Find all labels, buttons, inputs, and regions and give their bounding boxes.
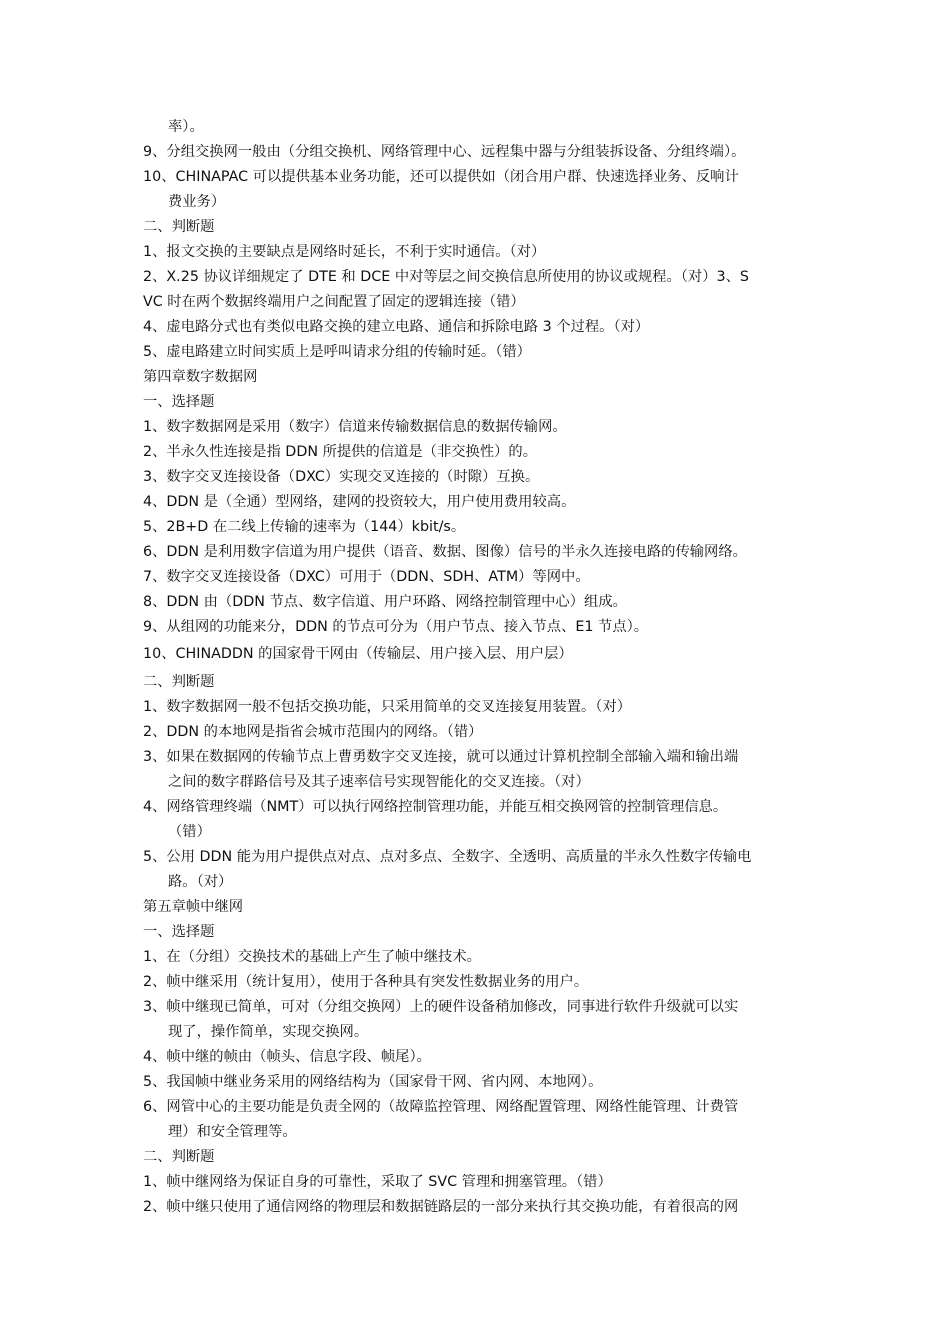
text-line: 1、数字数据网是采用（数字）信道来传输数据信息的数据传输网。: [143, 419, 567, 435]
text-line: 1、数字数据网一般不包括交换功能，只采用简单的交叉连接复用装置。（对）: [143, 699, 632, 715]
text-line: 9、分组交换网一般由（分组交换机、网络管理中心、远程集中器与分组装拆设备、分组终端）。: [143, 144, 746, 160]
text-line: 10、CHINAPAC 可以提供基本业务功能，还可以提供如（闭合用户群、快速选择业务、反响计: [143, 169, 739, 185]
text-line: 5、公用 DDN 能为用户提供点对点、点对多点、全数字、全透明、高质量的半永久性数字传输电: [143, 849, 752, 865]
text-line: 6、DDN 是利用数字信道为用户提供（语音、数据、图像）信号的半永久连接电路的传输网络。: [143, 544, 747, 560]
text-line: 4、帧中继的帧由（帧头、信息字段、帧尾）。: [143, 1049, 431, 1065]
text-line: 率）。: [168, 119, 204, 135]
text-line: 1、报文交换的主要缺点是网络时延长，不利于实时通信。（对）: [143, 244, 546, 260]
text-line: VC 时在两个数据终端用户之间配置了固定的逻辑连接（错）: [143, 294, 525, 310]
chapter-heading: 第四章数字数据网: [143, 369, 258, 385]
text-line: 现了，操作简单，实现交换网。: [168, 1024, 369, 1040]
text-line: 7、数字交叉连接设备（DXC）可用于（DDN、SDH、ATM）等网中。: [143, 569, 590, 585]
text-line: 理）和安全管理等。: [168, 1124, 297, 1140]
text-line: 3、帧中继现已简单，可对（分组交换网）上的硬件设备稍加修改，同事进行软件升级就可以实: [143, 999, 739, 1015]
text-line: 1、在（分组）交换技术的基础上产生了帧中继技术。: [143, 949, 481, 965]
section-heading: 一、选择题: [143, 394, 215, 410]
text-line: 路。（对）: [168, 874, 233, 890]
text-line: 费业务）: [168, 194, 226, 210]
text-line: 2、帧中继采用（统计复用），使用于各种具有突发性数据业务的用户。: [143, 974, 589, 990]
text-line: 10、CHINADDN 的国家骨干网由（传输层、用户接入层、用户层）: [143, 646, 573, 662]
text-line: 4、DDN 是（全通）型网络，建网的投资较大，用户使用费用较高。: [143, 494, 576, 510]
text-line: 2、DDN 的本地网是指省会城市范围内的网络。（错）: [143, 724, 483, 740]
text-line: 8、DDN 由（DDN 节点、数字信道、用户环路、网络控制管理中心）组成。: [143, 594, 627, 610]
text-line: 1、帧中继网络为保证自身的可靠性，采取了 SVC 管理和拥塞管理。（错）: [143, 1174, 612, 1190]
text-line: 2、帧中继只使用了通信网络的物理层和数据链路层的一部分来执行其交换功能，有着很高的网: [143, 1199, 739, 1215]
text-line: 5、虚电路建立时间实质上是呼叫请求分组的传输时延。（错）: [143, 344, 531, 360]
text-line: 之间的数字群路信号及其子速率信号实现智能化的交叉连接。（对）: [168, 774, 590, 790]
text-line: 4、虚电路分式也有类似电路交换的建立电路、通信和拆除电路 3 个过程。（对）: [143, 319, 650, 335]
text-line: 5、我国帧中继业务采用的网络结构为（国家骨干网、省内网、本地网）。: [143, 1074, 603, 1090]
text-line: （错）: [168, 824, 211, 840]
text-line: 2、X.25 协议详细规定了 DTE 和 DCE 中对等层之间交换信息所使用的协议或规程。（对）3、S: [143, 269, 749, 285]
text-line: 2、半永久性连接是指 DDN 所提供的信道是（非交换性）的。: [143, 444, 538, 460]
section-heading: 二、判断题: [143, 674, 215, 690]
text-line: 3、数字交叉连接设备（DXC）实现交叉连接的（时隙）互换。: [143, 469, 540, 485]
section-heading: 二、判断题: [143, 1149, 215, 1165]
text-line: 5、2B+D 在二线上传输的速率为（144）kbit/s。: [143, 519, 466, 535]
chapter-heading: 第五章帧中继网: [143, 899, 244, 915]
text-line: 6、网管中心的主要功能是负责全网的（故障监控管理、网络配置管理、网络性能管理、计费管: [143, 1099, 739, 1115]
text-line: 4、网络管理终端（NMT）可以执行网络控制管理功能，并能互相交换网管的控制管理信息。: [143, 799, 728, 815]
section-heading: 一、选择题: [143, 924, 215, 940]
text-line: 3、如果在数据网的传输节点上曹勇数字交叉连接，就可以通过计算机控制全部输入端和输出端: [143, 749, 739, 765]
section-heading: 二、判断题: [143, 219, 215, 235]
text-line: 9、从组网的功能来分，DDN 的节点可分为（用户节点、接入节点、E1 节点）。: [143, 619, 649, 635]
